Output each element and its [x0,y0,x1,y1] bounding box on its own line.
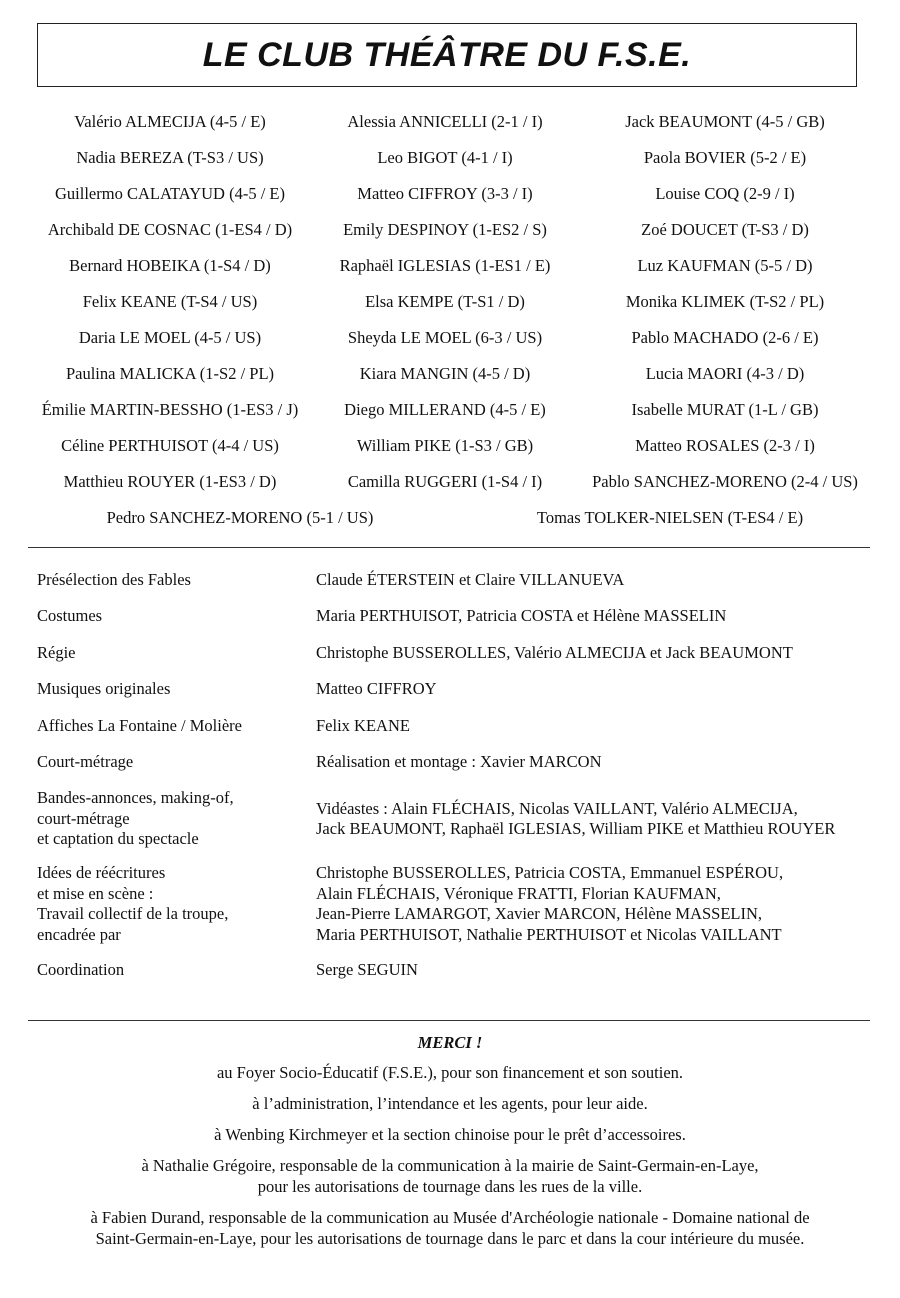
cast-row [20,212,880,248]
credit-row [37,563,877,598]
cast-member: Emily DESPINOY (1-ES2 / S) [343,220,547,239]
cast-member: Isabelle MURAT (1-L / GB) [631,400,819,419]
cast-row [20,176,880,212]
cast-member: Jack BEAUMONT (4-5 / GB) [625,112,825,131]
cast-member: Leo BIGOT (4-1 / I) [377,148,513,167]
cast-member: Pablo MACHADO (2-6 / E) [631,328,819,347]
credit-names: Serge SEGUIN [316,959,418,979]
cast-member: Céline PERTHUISOT (4-4 / US) [61,436,279,455]
divider [28,1020,870,1021]
credit-names: Felix KEANE [316,715,410,735]
thanks-line: à Wenbing Kirchmeyer et la section chinoise pour le prêt d’accessoires. [214,1125,686,1144]
credit-role: Musiques originales [37,679,171,699]
cast-member: William PIKE (1-S3 / GB) [356,436,534,455]
credit-names: Christophe BUSSEROLLES, Patricia COSTA, Emmanuel ESPÉROU, Alain FLÉCHAIS, Véronique FRATTI, Florian KAUFMAN, Jean-Pierre LAMARGOT, Xavier MARCON, Hélène MASSELIN, Maria PERTHUISOT, Nathalie PERTHUISOT et Nicolas VAILLANT [316,863,784,944]
page-title: LE CLUB THÉÂTRE DU F.S.E. [202,35,692,74]
thanks-line: à Fabien Durand, responsable de la communication au Musée d'Archéologie nationale - Domaine national de Saint-Germain-en-Laye, pour les autorisations de tournage dans le parc et dans la cour intérieure du musée. [90,1208,810,1248]
credit-role: Régie [37,642,76,662]
cast-member: Daria LE MOEL (4-5 / US) [78,328,262,347]
credit-row [37,858,877,950]
cast-member: Archibald DE COSNAC (1-ES4 / D) [47,220,293,239]
cast-member: Nadia BEREZA (T-S3 / US) [76,148,264,167]
cast-member: Kiara MANGIN (4-5 / D) [359,364,531,383]
cast-member: Bernard HOBEIKA (1-S4 / D) [69,256,271,275]
divider [28,547,870,548]
credit-role: Costumes [37,606,103,626]
credits-list [37,563,877,990]
cast-member: Felix KEANE (T-S4 / US) [82,292,258,311]
title-box [37,23,857,87]
thanks-line: à Nathalie Grégoire, responsable de la communication à la mairie de Saint-Germain-en-Laye, pour les autorisations de tournage dans les rues de la ville. [141,1156,759,1196]
cast-row-last [20,500,880,536]
credit-role: Bandes-annonces, making-of, court-métrage et captation du spectacle [37,788,234,849]
cast-member: Matthieu ROUYER (1-ES3 / D) [63,472,277,491]
cast-member: Camilla RUGGERI (1-S4 / I) [347,472,543,491]
credit-names: Matteo CIFFROY [316,679,437,699]
cast-list [20,104,880,500]
credit-row [37,950,877,990]
credit-row [37,708,877,744]
cast-member: Zoé DOUCET (T-S3 / D) [641,220,809,239]
credit-role: Présélection des Fables [37,570,191,590]
cast-member: Louise COQ (2-9 / I) [655,184,795,203]
credit-role: Affiches La Fontaine / Molière [37,715,242,735]
cast-member: Raphaël IGLESIAS (1-ES1 / E) [339,256,551,275]
cast-member: Sheyda LE MOEL (6-3 / US) [347,328,543,347]
cast-member: Émilie MARTIN-BESSHO (1-ES3 / J) [41,400,299,419]
credit-names: Maria PERTHUISOT, Patricia COSTA et Hélène MASSELIN [316,606,727,626]
credit-role: Idées de réécritures et mise en scène : Travail collectif de la troupe, encadrée par [37,863,229,944]
cast-member: Elsa KEMPE (T-S1 / D) [365,292,525,311]
cast-row [20,248,880,284]
thanks-title: MERCI ! [417,1033,483,1052]
credit-names: Christophe BUSSEROLLES, Valério ALMECIJA et Jack BEAUMONT [316,642,793,662]
cast-row [20,284,880,320]
credit-row [37,744,877,780]
credit-names: Claude ÉTERSTEIN et Claire VILLANUEVA [316,570,625,590]
cast-member: Paola BOVIER (5-2 / E) [643,148,807,167]
credit-row [37,635,877,671]
thanks-section [0,1032,900,1249]
cast-member: Diego MILLERAND (4-5 / E) [344,400,546,419]
cast-member: Matteo ROSALES (2-3 / I) [635,436,815,455]
thanks-line: à l’administration, l’intendance et les agents, pour leur aide. [252,1094,648,1113]
thanks-line: au Foyer Socio-Éducatif (F.S.E.), pour son financement et son soutien. [216,1063,684,1082]
cast-row [20,464,880,500]
cast-row [20,104,880,140]
cast-member: Valério ALMECIJA (4-5 / E) [74,112,266,131]
cast-member: Lucia MAORI (4-3 / D) [645,364,805,383]
credit-role: Court-métrage [37,751,134,771]
credit-row [37,598,877,635]
cast-member: Luz KAUFMAN (5-5 / D) [637,256,813,275]
credit-names: Vidéastes : Alain FLÉCHAIS, Nicolas VAILLANT, Valério ALMECIJA, Jack BEAUMONT, Raphaël IGLESIAS, William PIKE et Matthieu ROUYER [316,798,836,838]
credit-role: Coordination [37,959,125,979]
credit-names: Réalisation et montage : Xavier MARCON [316,751,602,771]
credit-row [37,780,877,858]
cast-row [20,428,880,464]
credit-row [37,671,877,708]
cast-row [20,140,880,176]
cast-member: Guillermo CALATAYUD (4-5 / E) [55,184,285,203]
cast-member: Alessia ANNICELLI (2-1 / I) [347,112,543,131]
cast-member: Tomas TOLKER-NIELSEN (T-ES4 / E) [536,508,804,527]
cast-member: Monika KLIMEK (T-S2 / PL) [625,292,825,311]
cast-member: Paulina MALICKA (1-S2 / PL) [65,364,275,383]
cast-row [20,320,880,356]
cast-row [20,356,880,392]
cast-member: Matteo CIFFROY (3-3 / I) [357,184,533,203]
cast-member: Pablo SANCHEZ-MORENO (2-4 / US) [592,472,858,491]
cast-row [20,392,880,428]
cast-member: Pedro SANCHEZ-MORENO (5-1 / US) [106,508,374,527]
